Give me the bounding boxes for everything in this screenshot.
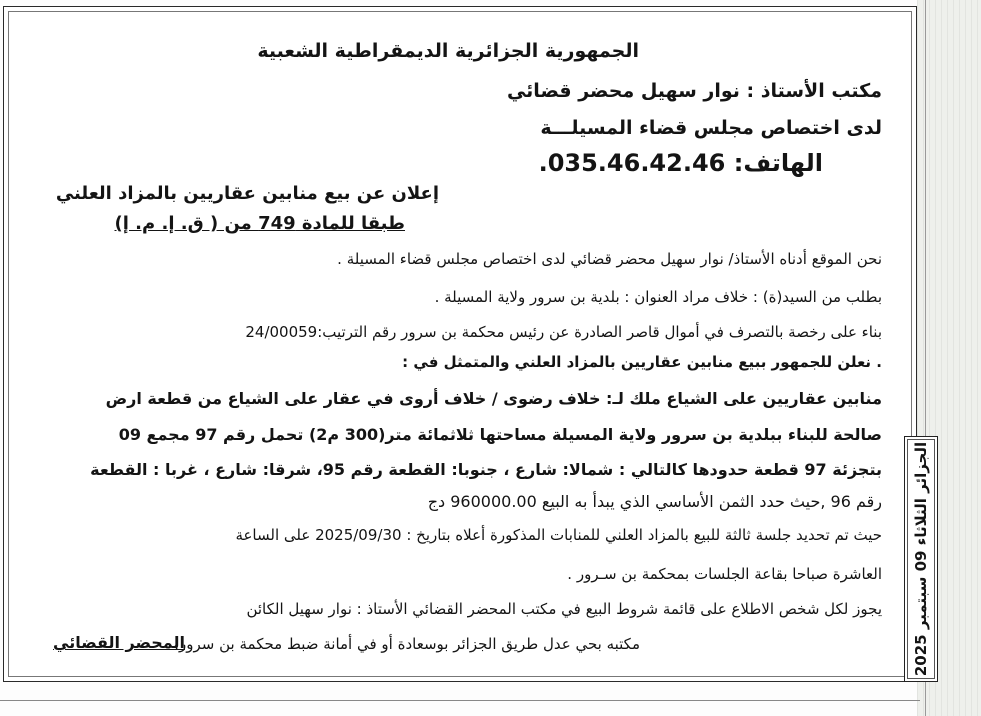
body-line-12: مكتبه بحي عدل طريق الجزائر بوسعادة أو في أمانة ضبط محكمة بن سرور. <box>174 635 640 653</box>
body-line-1: نحن الموقع أدناه الأستاذ/ نوار سهيل محضر قضائي لدى اختصاص مجلس قضاء المسيلة . <box>337 250 882 268</box>
body-line-3: بناء على رخصة بالتصرف في أموال قاصر الصادرة عن رئيس محكمة بن سرور رقم الترتيب:24/00059 <box>245 323 882 341</box>
body-line-6: صالحة للبناء ببلدية بن سرور ولاية المسيلة مساحتها ثلاثمائة متر(300 م2) تحمل رقم 97 مجمع 09 <box>118 425 882 444</box>
office-name: مكتب الأستاذ : نوار سهيل محضر قضائي <box>506 80 882 102</box>
issue-date-text: الجزائر الثلاثاء 09 سبتمبر 2025 <box>912 441 930 677</box>
bottom-rule <box>0 700 920 701</box>
body-line-11: يجوز لكل شخص الاطلاع على قائمة شروط البيع في مكتب المحضر القضائي الأستاذ : نوار سهيل الكائن <box>246 600 882 618</box>
announcement-title: إعلان عن بيع منابين عقاريين بالمزاد العلني <box>55 183 439 204</box>
body-line-4: . نعلن للجمهور ببيع منابين عقاريين بالمزاد العلني والمتمثل في : <box>402 353 882 371</box>
issue-date-label <box>904 436 938 682</box>
announcement-subtitle: طبقا للمادة 749 من ( ق. إ. م. إ) <box>114 213 405 234</box>
body-line-7: بتجزئة 97 قطعة حدودها كالتالي : شمالا: شارع ، جنوبا: القطعة رقم 95، شرقا: شارع ، غربا : القطعة <box>90 460 882 479</box>
notice-frame <box>3 6 917 682</box>
phone-number: الهاتف: 035.46.42.46. <box>538 149 823 177</box>
signature: المحضر القضائي <box>53 633 186 652</box>
republic-heading: الجمهورية الجزائرية الديمقراطية الشعبية <box>257 40 639 62</box>
jurisdiction-line: لدى اختصاص مجلس قضاء المسيلـــة <box>540 117 882 139</box>
body-line-9: حيث تم تحديد جلسة ثالثة للبيع بالمزاد العلني للمنابات المذكورة أعلاه بتاريخ : 2025/09/30 على الساعة <box>235 526 882 544</box>
body-line-2: بطلب من السيد(ة) : خلاف مراد العنوان : بلدية بن سرور ولاية المسيلة . <box>434 288 882 306</box>
body-line-8: رقم 96 ,حيث حدد الثمن الأساسي الذي يبدأ به البيع 960000.00 دج <box>427 492 882 511</box>
body-line-5: منابين عقاريين على الشياع ملك لـ: خلاف رضوى / خلاف أروى في عقار على الشياع من قطعة ارض <box>105 389 882 408</box>
body-line-10: العاشرة صباحا بقاعة الجلسات بمحكمة بن سـرور . <box>567 565 882 583</box>
